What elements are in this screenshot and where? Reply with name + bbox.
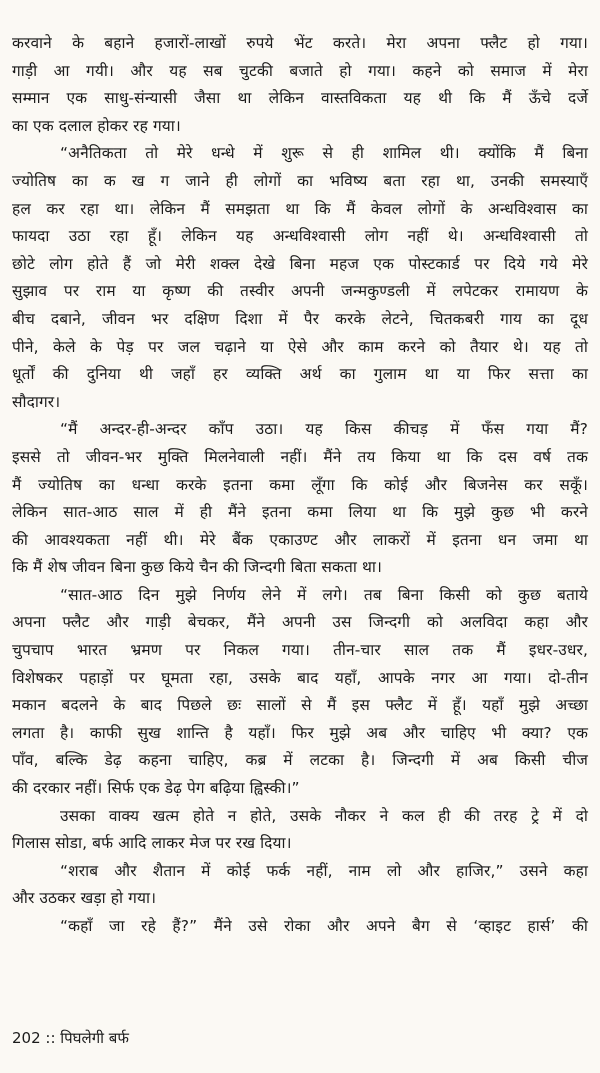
text-line: और उठकर खड़ा हो गया।	[12, 889, 157, 908]
text-line: मैं ज्योतिष का धन्धा करके इतना कमा लूँगा कि कोई और बिजनेस कर सकूँ।	[12, 475, 588, 494]
text-line: “शराब और शैतान में कोई फर्क नहीं, नाम लो और हाजिर,” उसने कहा	[60, 861, 588, 880]
text-line: इससे तो जीवन-भर मुक्ति मिलनेवाली नहीं। मैंने तय किया था कि दस वर्ष तक	[12, 447, 588, 466]
paragraph	[12, 858, 588, 913]
text-line: विशेषकर पहाड़ों पर घूमता रहा, उसके बाद यहाँ, आपके नगर आ गया। दो-तीन	[12, 668, 588, 687]
text-line: बीच दबाने, जीवन भर दक्षिण दिशा में पैर करके लेटने, चितकबरी गाय का दूध	[12, 309, 588, 328]
paragraph	[12, 416, 588, 582]
text-line: चुपचाप भारत भ्रमण पर निकल गया। तीन-चार साल तक मैं इधर-उधर,	[12, 641, 588, 660]
page-footer: 202 :: पिघलेगी बर्फ	[12, 1029, 129, 1047]
text-line: सुझाव पर राम या कृष्ण की तस्वीर अपनी जन्मकुण्डली में लपेटकर रामायण के	[12, 282, 588, 301]
text-line: सौदागर।	[12, 392, 61, 411]
paragraph	[12, 140, 588, 416]
text-line: मकान बदलने के बाद पिछले छः सालों से मैं इस फ्लैट में हूँ। यहाँ मुझे अच्छा	[12, 696, 588, 715]
paragraph	[12, 582, 588, 803]
text-line: गिलास सोडा, बर्फ आदि लाकर मेज पर रख दिया।	[12, 834, 292, 853]
text-line: का एक दलाल होकर रह गया।	[12, 116, 181, 135]
text-line: हल कर रहा था। लेकिन मैं समझता था कि मैं केवल लोगों के अन्धविश्वास का	[12, 199, 588, 218]
text-line: “मैं अन्दर-ही-अन्दर काँप उठा। यह किस कीचड़ में फँस गया मैं?	[60, 420, 588, 439]
text-line: उसका वाक्य खत्म होते न होते, उसके नौकर ने कल ही की तरह ट्रे में दो	[60, 806, 588, 825]
text-line: धूर्तों की दुनिया थी जहाँ हर व्यक्ति अर्थ का गुलाम था या फिर सत्ता का	[12, 365, 588, 384]
paragraph	[12, 30, 588, 140]
body-text	[12, 30, 588, 941]
text-line: करवाने के बहाने हजारों-लाखों रुपये भेंट करते। मेरा अपना फ्लैट हो गया।	[12, 34, 588, 52]
text-line: छोटे लोग होते हैं जो मेरी शक्ल देखे बिना महज एक पोस्टकार्ड पर दिये गये मेरे	[12, 254, 588, 273]
text-line: “अनैतिकता तो मेरे धन्धे में शुरू से ही शामिल थी। क्योंकि मैं बिना	[60, 144, 588, 163]
paragraph	[12, 913, 588, 941]
text-line: ज्योतिष का क ख ग जाने ही लोगों का भविष्य बता रहा था, उनकी समस्याएँ	[12, 171, 588, 190]
paragraph	[12, 803, 588, 858]
text-line: की दरकार नहीं। सिर्फ एक डेढ़ पेग बढ़िया ह्विस्की।”	[12, 779, 300, 798]
text-line: की आवश्यकता नहीं थी। मेरे बैंक एकाउण्ट और लाकरों में इतना धन जमा था	[12, 530, 588, 549]
text-line: लेकिन सात-आठ साल में ही मैंने इतना कमा लिया था कि मुझे कुछ भी करने	[12, 503, 588, 522]
text-line: पाँव, बल्कि डेढ़ कहना चाहिए, कब्र में लटका है। जिन्दगी में अब किसी चीज	[12, 751, 588, 770]
text-line: अपना फ्लैट और गाड़ी बेचकर, मैंने अपनी उस जिन्दगी को अलविदा कहा और	[12, 613, 588, 632]
text-line: कि मैं शेष जीवन बिना कुछ किये चैन की जिन्दगी बिता सकता था।	[12, 558, 382, 577]
text-line: सम्मान एक साधु-संन्यासी जैसा था लेकिन वास्तविकता यह थी कि मैं ऊँचे दर्जे	[12, 89, 588, 108]
text-line: “सात-आठ दिन मुझे निर्णय लेने में लगे। तब बिना किसी को कुछ बताये	[60, 585, 588, 604]
text-line: पीने, केले के पेड़ पर जल चढ़ाने या ऐसे और काम करने को तैयार थे। यह तो	[12, 337, 588, 356]
text-line: लगता है। काफी सुख शान्ति है यहाँ। फिर मुझे अब और चाहिए भी क्या? एक	[12, 723, 588, 742]
text-line: “कहाँ जा रहे हैं?” मैंने उसे रोका और अपने बैग से ‘व्हाइट हार्स’ की	[60, 917, 588, 935]
text-line: फायदा उठा रहा हूँ। लेकिन यह अन्धविश्वासी लोग नहीं थे। अन्धविश्वासी तो	[12, 227, 588, 246]
text-line: गाड़ी आ गयी। और यह सब चुटकी बजाते हो गया। कहने को समाज में मेरा	[12, 61, 588, 80]
